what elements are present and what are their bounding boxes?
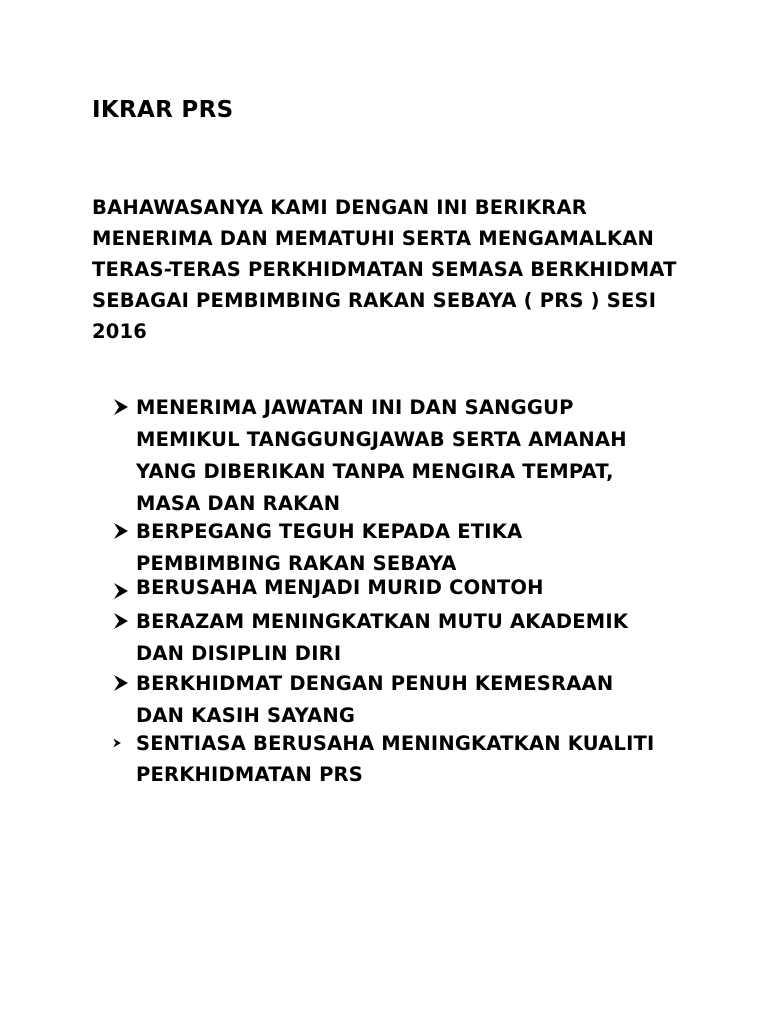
- pledge-text: BERPEGANG TEGUH KEPADA ETIKA PEMBIMBING RAKAN SEBAYA: [136, 520, 523, 575]
- list-item: [112, 576, 672, 606]
- arrowhead-bullet-icon: [112, 576, 136, 606]
- arrowhead-bullet-icon: [112, 728, 136, 758]
- arrowhead-bullet-icon: [112, 668, 136, 698]
- arrowhead-bullet-icon: [112, 392, 136, 422]
- pledge-text: MENERIMA JAWATAN INI DAN SANGGUP MEMIKUL TANGGUNGJAWAB SERTA AMANAH YANG DIBERIKAN TANPA MENGIRA TEMPAT, MASA DAN RAKAN: [136, 396, 627, 515]
- pledge-text: BERAZAM MENINGKATKAN MUTU AKADEMIK DAN DISIPLIN DIRI: [136, 610, 629, 665]
- pledge-intro: BAHAWASANYA KAMI DENGAN INI BERIKRAR MENERIMA DAN MEMATUHI SERTA MENGAMALKAN TERAS-TERAS PERKHIDMATAN SEMASA BERKHIDMAT SEBAGAI PEMBIMBING RAKAN SEBAYA ( PRS ) SESI 2016: [92, 196, 677, 343]
- list-item: [112, 606, 672, 668]
- document-title: IKRAR PRS: [92, 97, 234, 123]
- pledge-list: [112, 392, 672, 790]
- pledge-text: BERKHIDMAT DENGAN PENUH KEMESRAAN DAN KASIH SAYANG: [136, 672, 614, 727]
- arrowhead-bullet-icon: [112, 516, 136, 546]
- pledge-text: BERUSAHA MENJADI MURID CONTOH: [136, 576, 544, 599]
- arrowhead-bullet-icon: [112, 606, 136, 636]
- list-item: [112, 728, 672, 790]
- list-item: [112, 516, 672, 576]
- pledge-text: SENTIASA BERUSAHA MENINGKATKAN KUALITI PERKHIDMATAN PRS: [136, 732, 655, 786]
- list-item: [112, 392, 672, 516]
- list-item: [112, 668, 672, 728]
